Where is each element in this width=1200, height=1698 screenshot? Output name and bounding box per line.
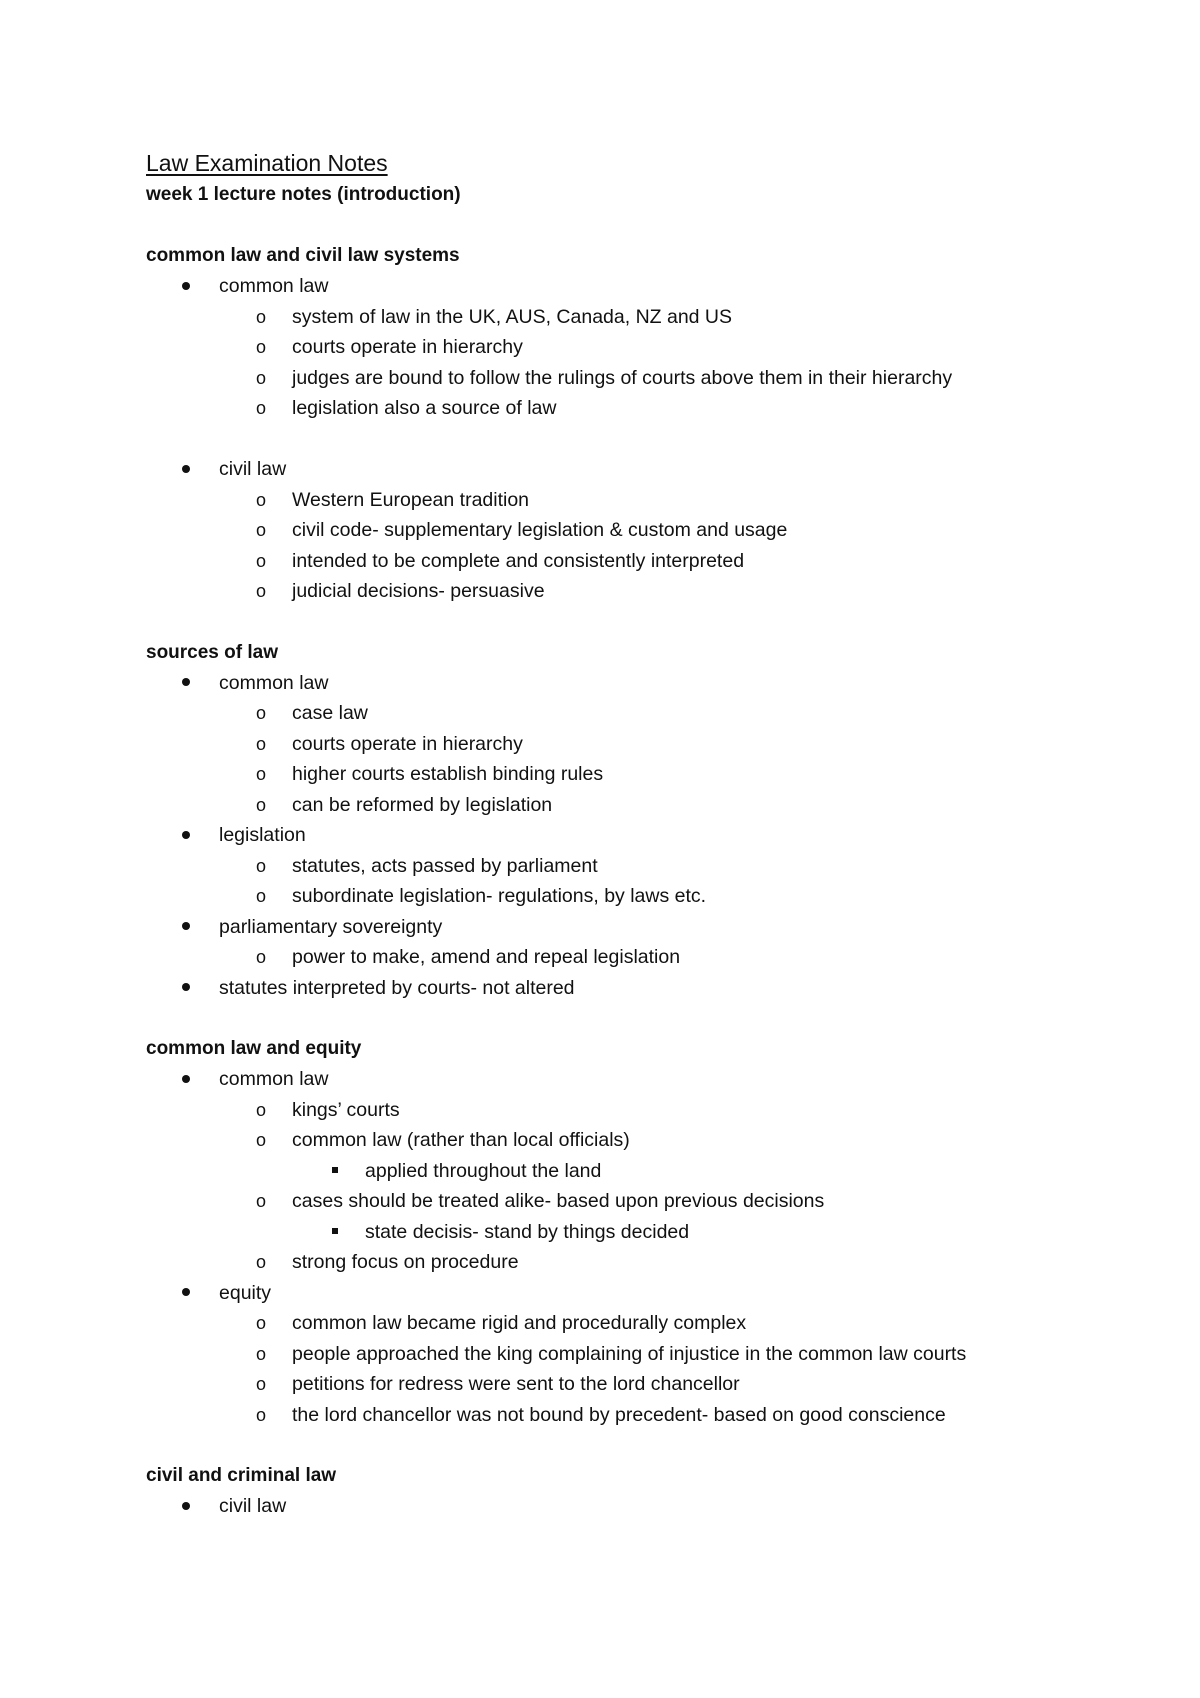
list-item-text: petitions for redress were sent to the lord chancellor (292, 1373, 740, 1395)
sub-list-item (146, 332, 1086, 363)
list-item-text: courts operate in hierarchy (292, 732, 523, 755)
section (146, 1033, 1086, 1460)
list-item (146, 912, 1086, 943)
sub-list-item (146, 942, 1086, 973)
list-item (146, 668, 1086, 699)
list-item-text: subordinate legislation- regulations, by laws etc. (292, 885, 707, 907)
bullet-circle-icon: o (256, 794, 267, 815)
sub-list-item (146, 393, 1086, 424)
list-item-text: common law (219, 671, 329, 694)
sub-sub-list-item (146, 1156, 1086, 1187)
section-heading: common law and equity (146, 1038, 362, 1059)
bullet-dot-icon (182, 820, 190, 851)
section-heading: common law and civil law systems (146, 245, 460, 266)
list-item-text: Western European tradition (292, 488, 530, 511)
list-item-text: common law (219, 275, 329, 297)
bullet-circle-icon: o (256, 581, 267, 601)
bullet-circle-icon: o (256, 489, 267, 510)
sections-container (146, 240, 1086, 1522)
list-item-text: people approached the king complaining of injustice in the common law courts (292, 1342, 967, 1365)
section (146, 637, 1086, 1034)
sub-sub-list-item (146, 1217, 1086, 1248)
bullet-dot-icon (182, 973, 190, 1004)
list-item-text: common law (219, 1068, 329, 1090)
list-item-text: parliamentary sovereignty (219, 915, 443, 938)
list-item (146, 271, 1086, 302)
sub-list-item (146, 1247, 1086, 1278)
list-item-text: civil law (219, 1495, 287, 1517)
list-item-text: civil code- supplementary legislation & custom and usage (292, 519, 788, 541)
bullet-list (146, 1064, 1086, 1430)
bullet-circle-icon: o (256, 764, 267, 784)
bullet-circle-icon: o (256, 1313, 267, 1333)
list-item-text: judges are bound to follow the rulings of courts above them in their hierarchy (292, 366, 953, 389)
bullet-circle-icon: o (256, 1130, 267, 1150)
bullet-list (146, 668, 1086, 1004)
bullet-circle-icon: o (256, 398, 267, 418)
list-item-text: applied throughout the land (365, 1159, 602, 1182)
bullet-circle-icon: o (256, 733, 267, 754)
bullet-circle-icon: o (256, 367, 267, 388)
bullet-circle-icon: o (256, 1374, 267, 1394)
list-item-text: power to make, amend and repeal legislation (292, 946, 681, 968)
sub-list-item (146, 1095, 1086, 1126)
list-item (146, 820, 1086, 851)
sub-list-item (146, 363, 1086, 394)
bullet-circle-icon: o (256, 1191, 267, 1211)
list-item-text: can be reformed by legislation (292, 793, 553, 816)
document-subtitle: week 1 lecture notes (introduction) (146, 184, 461, 205)
spacer (146, 210, 1086, 240)
list-item-text: civil law (219, 458, 287, 480)
list-item-text: the lord chancellor was not bound by precedent- based on good conscience (292, 1403, 946, 1426)
bullet-dot-icon (182, 1278, 190, 1309)
list-item-text: equity (219, 1281, 272, 1304)
bullet-list (146, 1491, 1086, 1522)
bullet-circle-icon: o (256, 550, 267, 571)
list-item-text: courts operate in hierarchy (292, 336, 523, 358)
bullet-circle-icon: o (256, 855, 267, 876)
list-item-text: cases should be treated alike- based upon previous decisions (292, 1190, 825, 1212)
sub-list-item (146, 515, 1086, 546)
bullet-dot-icon (182, 1491, 190, 1522)
bullet-circle-icon: o (256, 337, 267, 357)
bullet-square-icon (332, 1217, 338, 1248)
sub-list-item (146, 1125, 1086, 1156)
document-page (146, 146, 1086, 1522)
sub-list-item (146, 1339, 1086, 1370)
list-item-text: legislation (219, 824, 306, 846)
bullet-dot-icon (182, 1064, 190, 1095)
bullet-circle-icon: o (256, 886, 267, 906)
sub-list-item (146, 1186, 1086, 1217)
sub-list-item (146, 546, 1086, 577)
list-item (146, 973, 1086, 1004)
list-item-text: legislation also a source of law (292, 397, 557, 419)
sub-list-item (146, 790, 1086, 821)
spacer (146, 1430, 1086, 1460)
list-item-text: common law became rigid and procedurally complex (292, 1312, 747, 1334)
spacer (146, 1003, 1086, 1033)
sub-list-item (146, 851, 1086, 882)
list-item-text: kings’ courts (292, 1098, 400, 1121)
list-item (146, 1064, 1086, 1095)
bullet-dot-icon (182, 454, 190, 485)
list-item-text: state decisis- stand by things decided (365, 1220, 690, 1243)
bullet-circle-icon: o (256, 1252, 267, 1272)
bullet-dot-icon (182, 271, 190, 302)
blank-line (146, 424, 1086, 455)
list-item-text: judicial decisions- persuasive (292, 580, 545, 602)
section-heading: sources of law (146, 641, 278, 663)
list-item-text: higher courts establish binding rules (292, 763, 604, 785)
sub-list-item (146, 729, 1086, 760)
bullet-dot-icon (182, 668, 190, 699)
sub-list-item (146, 302, 1086, 333)
section (146, 1460, 1086, 1522)
bullet-circle-icon: o (256, 1404, 267, 1425)
sub-list-item (146, 1400, 1086, 1431)
sub-list-item (146, 698, 1086, 729)
sub-list-item (146, 1308, 1086, 1339)
spacer (146, 607, 1086, 637)
list-item (146, 454, 1086, 485)
list-item-text: intended to be complete and consistently interpreted (292, 549, 745, 572)
section (146, 240, 1086, 637)
bullet-circle-icon: o (256, 703, 267, 723)
bullet-circle-icon: o (256, 306, 267, 327)
bullet-square-icon (332, 1156, 338, 1187)
sub-list-item (146, 485, 1086, 516)
list-item-text: system of law in the UK, AUS, Canada, NZ and US (292, 305, 733, 328)
sub-list-item (146, 759, 1086, 790)
list-item-text: statutes interpreted by courts- not altered (219, 976, 575, 999)
bullet-circle-icon: o (256, 520, 267, 540)
section-heading: civil and criminal law (146, 1465, 337, 1486)
sub-list-item (146, 1369, 1086, 1400)
sub-list-item (146, 576, 1086, 607)
bullet-list (146, 271, 1086, 607)
document-title: Law Examination Notes (146, 150, 388, 176)
bullet-circle-icon: o (256, 947, 267, 967)
bullet-dot-icon (182, 912, 190, 943)
bullet-circle-icon: o (256, 1099, 267, 1120)
list-item-text: common law (rather than local officials) (292, 1129, 630, 1151)
list-item-text: strong focus on procedure (292, 1251, 519, 1273)
sub-list-item (146, 881, 1086, 912)
bullet-circle-icon: o (256, 1343, 267, 1364)
list-item-text: case law (292, 702, 368, 724)
list-item (146, 1491, 1086, 1522)
list-item (146, 1278, 1086, 1309)
list-item-text: statutes, acts passed by parliament (292, 854, 598, 877)
